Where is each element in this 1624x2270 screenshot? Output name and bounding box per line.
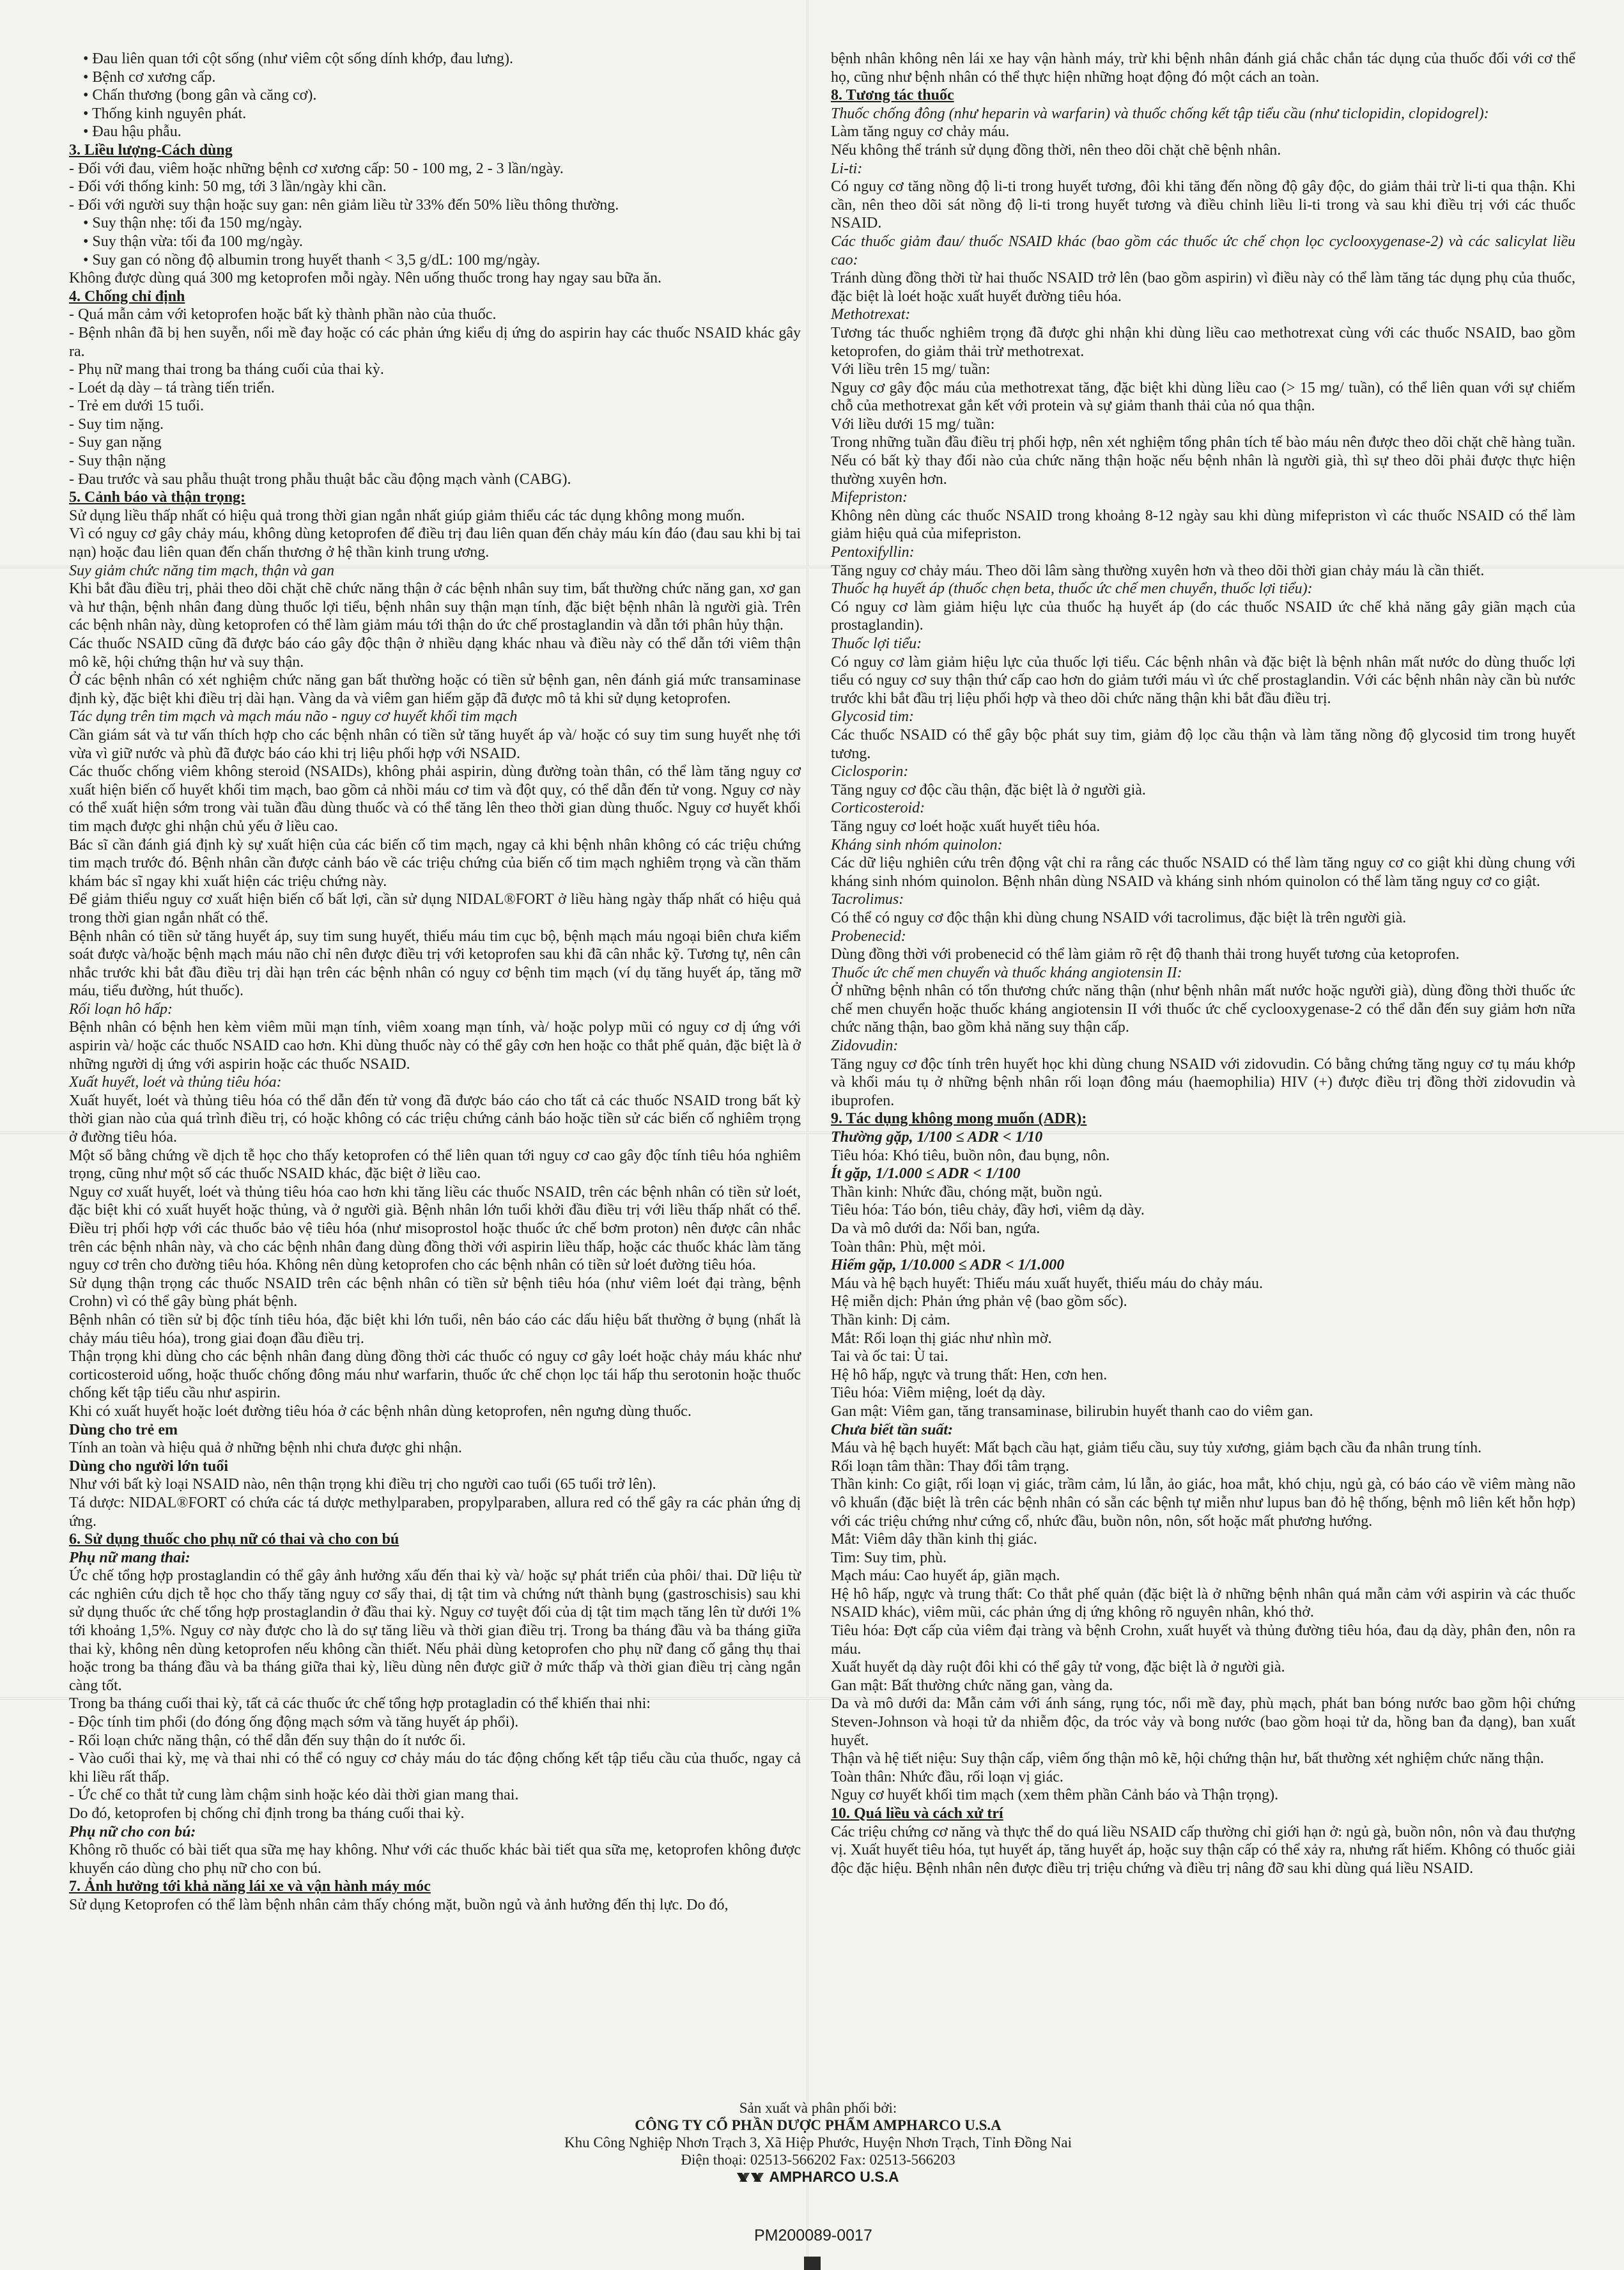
subheading: Zidovudin:: [831, 1038, 899, 1055]
paragraph: Với liều dưới 15 mg/ tuần:: [831, 416, 995, 433]
paragraph: - Loét dạ dày – tá tràng tiến triển.: [69, 379, 275, 396]
paragraph: Tiêu hóa: Đợt cấp của viêm đại tràng và bệnh Crohn, xuất huyết và thủng đường tiêu hóa, đau dạ dày, phân đen, nôn ra máu.: [831, 1622, 1575, 1658]
subheading: Tacrolimus:: [831, 891, 904, 908]
brand-mark: [737, 2168, 899, 2186]
subheading: Li-ti:: [831, 160, 863, 177]
paragraph: Hệ hô hấp, ngực và trung thất: Co thắt phế quản (đặc biệt là ở những bệnh nhân quá mẫn cảm với aspirin và các thuốc NSAID khác), viêm mũi, các phản ứng dị ứng không rõ nguyên nhân, khó thở.: [831, 1585, 1575, 1621]
paragraph: - Quá mẫn cảm với ketoprofen hoặc bất kỳ thành phần nào của thuốc.: [69, 306, 497, 323]
paragraph: Do đó, ketoprofen bị chống chỉ định trong ba tháng cuối thai kỳ.: [69, 1805, 465, 1822]
paragraph: Trong ba tháng cuối thai kỳ, tất cả các thuốc ức chế tổng hợp protagladin có thể khiến thai nhi:: [69, 1695, 651, 1713]
paragraph: Thần kinh: Nhức đầu, chóng mặt, buồn ngủ.: [831, 1183, 1102, 1201]
paragraph: • Đau hậu phẫu.: [83, 123, 182, 141]
paragraph: Thận và hệ tiết niệu: Suy thận cấp, viêm ống thận mô kẽ, hội chứng thận hư, bất thường xét nghiệm chức năng thận.: [831, 1750, 1544, 1768]
paragraph: • Đau liên quan tới cột sống (như viêm cột sống dính khớp, đau lưng).: [83, 51, 514, 67]
paragraph: Gan mật: Bất thường chức năng gan, vàng da.: [831, 1677, 1113, 1694]
paragraph: Tăng nguy cơ chảy máu. Theo dõi lâm sàng thường xuyên hơn và theo dõi thời gian chảy máu là cần thiết.: [831, 562, 1485, 579]
subheading: Xuất huyết, loét và thủng tiêu hóa:: [69, 1074, 282, 1091]
paragraph: • Suy gan có nồng độ albumin trong huyết thanh < 3,5 g/dL: 100 mg/ngày.: [83, 251, 540, 268]
paragraph: Bệnh nhân có bệnh hen kèm viêm mũi mạn tính, viêm xoang mạn tính, và/ hoặc polyp mũi có nguy cơ dị ứng với aspirin và/ hoặc các thuốc NSAID cao hơn. Khi dùng thuốc này có thể gây cơn hen hoặc co thắt phế quản, đặc biệt là ở những người dị ứng với aspirin hoặc các thuốc NSAID.: [69, 1019, 801, 1073]
paragraph: Mắt: Viêm dây thần kinh thị giác.: [831, 1531, 1037, 1548]
paragraph: Bệnh nhân có tiền sử tăng huyết áp, suy tim sung huyết, thiếu máu tim cục bộ, bệnh mạch máu ngoại biên chưa kiểm soát được và/hoặc bệnh mạch máu não chỉ nên được điều trị với ketoprofen sau khi đã cân nhắc kỹ. Tương tự, nên cân nhắc trước khi bắt đầu điều trị dài hạn trên các bệnh nhân có nguy cơ bệnh tim mạch (ví dụ tăng huyết áp, tăng mỡ máu, tiểu đường, hút thuốc).: [69, 928, 801, 1000]
paragraph: Da và mô dưới da: Mẫn cảm với ánh sáng, rụng tóc, nổi mề đay, phù mạch, phát ban bóng nước bao gồm hội chứng Steven-Johnson và hoại tử da nhiễm độc, da tróc vảy và bong nước (bao gồm hoại tử da, hồng ban đa dạng), ban xuất huyết.: [831, 1695, 1575, 1749]
subheading: Chưa biết tần suất:: [831, 1421, 954, 1438]
subheading: Thuốc hạ huyết áp (thuốc chẹn beta, thuốc ức chế men chuyển, thuốc lợi tiểu):: [831, 580, 1313, 598]
corner-mark: [804, 2257, 821, 2270]
paragraph: Thần kinh: Co giật, rối loạn vị giác, trầm cảm, lú lẫn, ảo giác, hoa mắt, khó chịu, ngủ gà, có báo cáo về viêm màng não vô khuẩn (đặc biệt là trên các bệnh nhân có sẵn các bệnh tự miễn như lupus ban đỏ hệ thống, bệnh mô liên kết hỗn hợp) với các triệu chứng như cứng cổ, nhức đầu, buồn nôn, nôn, sốt hoặc mất phương hướng.: [831, 1476, 1575, 1530]
section-heading: 6. Sử dụng thuốc cho phụ nữ có thai và cho con bú: [69, 1531, 399, 1548]
paragraph: Ở những bệnh nhân có tổn thương chức năng thận (như bệnh nhân mất nước hoặc người già), dùng đồng thời thuốc ức chế men chuyển hoặc thuốc kháng angiotensin II với thuốc ức chế cyclooxygenase-2 có thể dẫn đến suy giảm hơn nữa chức năng thận, bao gồm khả năng suy thận cấp.: [831, 983, 1575, 1036]
paragraph: Bác sĩ cần đánh giá định kỳ sự xuất hiện của các biến cố tim mạch, ngay cả khi bệnh nhân không có các triệu chứng tim mạch trước đó. Bệnh nhân cần được cảnh báo về các triệu chứng của biến cố tim mạch nghiêm trọng và cần thăm khám bác sĩ ngay khi xuất hiện các triệu chứng này.: [69, 836, 801, 890]
brand-name: AMPHARCO U.S.A: [769, 2168, 899, 2185]
paragraph: Ức chế tổng hợp prostaglandin có thể gây ảnh hưởng xấu đến thai kỳ và/ hoặc sự phát triển của phôi/ thai. Dữ liệu từ các nghiên cứu dịch tễ học cho thấy tăng nguy cơ sẩy thai, dị tật tim và chứng nứt thành bụng (gastroschisis) sau khi sử dụng thuốc ức chế tổng hợp prostaglandin ở đầu thai kỳ. Nguy cơ tuyệt đối của dị tật tim mạch tăng lên từ dưới 1% tới khoảng 1,5%. Nguy cơ này được cho là do sự tăng liều và thời gian điều trị. Trong ba tháng đầu và ba tháng giữa thai kỳ, không nên dùng ketoprofen nếu không cần thiết. Nếu phải dùng ketoprofen cho phụ nữ đang cố gắng thụ thai hoặc trong ba tháng đầu và ba tháng giữa thai kỳ, liều dùng nên được giữ ở mức thấp và thời gian điều trị càng ngắn càng tốt.: [69, 1567, 801, 1694]
paragraph: Toàn thân: Nhức đầu, rối loạn vị giác.: [831, 1768, 1063, 1785]
subheading: Ít gặp, 1/1.000 ≤ ADR < 1/100: [831, 1165, 1021, 1183]
paragraph: - Suy tim nặng.: [69, 416, 164, 433]
paragraph: Các thuốc NSAID cũng đã được báo cáo gây độc thận ở nhiều dạng khác nhau và điều này có thể dẫn tới viêm thận mô kẽ, hội chứng thận hư và suy thận.: [69, 635, 801, 671]
paragraph: • Thống kinh nguyên phát.: [83, 105, 247, 122]
paragraph: - Đối với người suy thận hoặc suy gan: nên giảm liều từ 33% đến 50% liều thông thường.: [69, 196, 619, 214]
paragraph: - Bệnh nhân đã bị hen suyễn, nổi mề đay hoặc có các phản ứng kiểu dị ứng do aspirin hay các thuốc NSAID khác gây ra.: [69, 324, 801, 360]
paragraph: - Đối với thống kinh: 50 mg, tới 3 lần/ngày khi cần.: [69, 178, 387, 196]
paragraph: Hệ miễn dịch: Phản ứng phản vệ (bao gồm sốc).: [831, 1293, 1127, 1310]
paragraph: - Ức chế co thắt tử cung làm chậm sinh hoặc kéo dài thời gian mang thai.: [69, 1787, 519, 1804]
company-phone: Điện thoại: 02513-566202 Fax: 02513-566203: [681, 2152, 955, 2168]
paragraph: Có nguy cơ tăng nồng độ li-ti trong huyết tương, đôi khi tăng đến nồng độ gây độc, do giảm thải trừ li-ti qua thận. Khi cần, nên theo dõi sát nồng độ li-ti trong huyết tương và điều chỉnh liều li-ti trong và sau khi điều trị với các thuốc NSAID.: [831, 178, 1575, 232]
paragraph: Có thể có nguy cơ độc thận khi dùng chung NSAID với tacrolimus, đặc biệt là trên người già.: [831, 909, 1407, 926]
paragraph: Rối loạn tâm thần: Thay đổi tâm trạng.: [831, 1458, 1069, 1475]
subheading: Rối loạn hô hấp:: [69, 1000, 173, 1018]
paragraph: Gan mật: Viêm gan, tăng transaminase, bilirubin huyết thanh cao do viêm gan.: [831, 1403, 1313, 1420]
subheading: Ciclosporin:: [831, 763, 909, 781]
subheading: Pentoxifyllin:: [831, 544, 915, 561]
paragraph: - Suy gan nặng: [69, 434, 162, 451]
subheading: Các thuốc giảm đau/ thuốc NSAID khác (bao gồm các thuốc ức chế chọn lọc cyclooxygenase-2) và các salicylat liều cao:: [831, 233, 1575, 268]
subheading: Thuốc ức chế men chuyển và thuốc kháng angiotensin II:: [831, 964, 1182, 981]
ampharco-logo-icon: [737, 2172, 764, 2183]
paragraph: Mắt: Rối loạn thị giác như nhìn mờ.: [831, 1330, 1052, 1347]
paragraph: Để giảm thiểu nguy cơ xuất hiện biến cố bất lợi, cần sử dụng NIDAL®FORT ở liều hàng ngày thấp nhất có hiệu quả trong thời gian ngắn nhất có thể.: [69, 891, 801, 926]
paragraph: Các triệu chứng cơ năng và thực thể do quá liều NSAID cấp thường chỉ giới hạn ở: ngủ gà, buồn nôn, nôn và đau thượng vị. Xuất huyết tiêu hóa, tụt huyết áp, tăng huyết áp, hoặc suy thận cấp có thể xảy ra, nhưng rất hiếm. Không có thuốc giải độc đặc hiệu. Bệnh nhân nên được điều trị triệu chứng và điều trị nâng đỡ sau khi dùng quá liều NSAID.: [831, 1823, 1575, 1877]
subheading: Mifepriston:: [831, 489, 908, 506]
paragraph: - Độc tính tim phổi (do đóng ống động mạch sớm và tăng huyết áp phổi).: [69, 1714, 519, 1731]
paragraph: Nếu không thể tránh sử dụng đồng thời, nên theo dõi chặt chẽ bệnh nhân.: [831, 141, 1281, 159]
paragraph: Xuất huyết dạ dày ruột đôi khi có thể gây tử vong, đặc biệt là ở người già.: [831, 1659, 1285, 1676]
paragraph: Như với bất kỳ loại NSAID nào, nên thận trọng khi điều trị cho người cao tuổi (65 tuổi trở lên).: [69, 1476, 656, 1493]
paragraph: Khi bắt đầu điều trị, phải theo dõi chặt chẽ chức năng thận ở các bệnh nhân suy tim, bất thường chức năng gan, xơ gan và hư thận, bệnh nhân đang dùng thuốc lợi tiểu, bệnh nhân suy thận mạn tính, đặc biệt bệnh nhân là người già. Trên các bệnh nhân này, dùng ketoprofen có thể làm giảm máu tới thận do ức chế prostaglandin và dẫn tới phân hủy thận.: [69, 580, 801, 634]
paragraph: Tính an toàn và hiệu quả ở những bệnh nhi chưa được ghi nhận.: [69, 1440, 462, 1457]
paragraph: Có nguy cơ làm giảm hiệu lực của thuốc lợi tiểu. Các bệnh nhân và đặc biệt là bệnh nhân mất nước do dùng thuốc lợi tiểu có nguy cơ suy thận thứ cấp cao hơn do giảm tưới máu vì ức chế prostaglandin. Với các bệnh nhân này cần bù nước trước khi bắt đầu trị liệu phối hợp và theo dõi chức năng thận khi bắt đầu điều trị.: [831, 653, 1575, 707]
subheading: Hiếm gặp, 1/10.000 ≤ ADR < 1/1.000: [831, 1257, 1065, 1274]
section-heading: 3. Liều lượng-Cách dùng: [69, 141, 233, 159]
paragraph: Khi có xuất huyết hoặc loét đường tiêu hóa ở các bệnh nhân dùng ketoprofen, nên ngưng dùng thuốc.: [69, 1403, 692, 1420]
left-text-column: [69, 50, 801, 1915]
paragraph: Tiêu hóa: Viêm miệng, loét dạ dày.: [831, 1385, 1046, 1402]
paragraph: Một số bằng chứng về dịch tễ học cho thấy ketoprofen có thể liên quan tới nguy cơ cao gây độc tính tiêu hóa nghiêm trọng, cũng như một số các thuốc NSAID khác, đặc biệt ở liều cao.: [69, 1147, 801, 1183]
paragraph: Máu và hệ bạch huyết: Mất bạch cầu hạt, giảm tiểu cầu, suy tủy xương, giảm bạch cầu đa nhân trung tính.: [831, 1440, 1482, 1457]
subheading: Phụ nữ mang thai:: [69, 1549, 190, 1566]
paragraph: - Suy thận nặng: [69, 453, 166, 470]
subheading: Methotrexat:: [831, 306, 911, 323]
company-name: CÔNG TY CỔ PHẦN DƯỢC PHẨM AMPHARCO U.S.A: [635, 2117, 1001, 2133]
paragraph: Tránh dùng đồng thời từ hai thuốc NSAID trở lên (bao gồm aspirin) vì điều này có thể làm tăng tác dụng phụ của thuốc, đặc biệt là loét hoặc xuất huyết đường tiêu hóa.: [831, 270, 1575, 305]
paragraph: Tăng nguy cơ loét hoặc xuất huyết tiêu hóa.: [831, 818, 1101, 835]
paragraph: bệnh nhân không nên lái xe hay vận hành máy, trừ khi bệnh nhân đánh giá chắc chắn tác dụng của thuốc đối với cơ thể họ, cũng như bệnh nhân có thể thực hiện những hoạt động đó một cách an toàn.: [831, 51, 1575, 86]
manufacturer-footer: [486, 2099, 1150, 2187]
paragraph: - Đối với đau, viêm hoặc những bệnh cơ xương cấp: 50 - 100 mg, 2 - 3 lần/ngày.: [69, 160, 564, 177]
paragraph: Dùng đồng thời với probenecid có thể làm giảm rõ rệt độ thanh thải trong huyết tương của ketoprofen.: [831, 946, 1460, 963]
paragraph: Tiêu hóa: Táo bón, tiêu chảy, đầy hơi, viêm dạ dày.: [831, 1202, 1145, 1219]
company-address: Khu Công Nghiệp Nhơn Trạch 3, Xã Hiệp Phước, Huyện Nhơn Trạch, Tỉnh Đồng Nai: [564, 2134, 1072, 2150]
paragraph: Da và mô dưới da: Nổi ban, ngứa.: [831, 1220, 1040, 1237]
subheading: Suy giảm chức năng tim mạch, thận và gan: [69, 562, 335, 579]
section-heading: 8. Tương tác thuốc: [831, 87, 954, 104]
paragraph: • Chấn thương (bong gân và căng cơ).: [83, 87, 317, 104]
subheading: Thuốc lợi tiểu:: [831, 635, 922, 652]
section-heading: 7. Ảnh hưởng tới khả năng lái xe và vận hành máy móc: [69, 1878, 431, 1895]
paragraph: Tiêu hóa: Khó tiêu, buồn nôn, đau bụng, nôn.: [831, 1147, 1110, 1164]
paragraph: Không rõ thuốc có bài tiết qua sữa mẹ hay không. Như với các thuốc khác bài tiết qua sữa mẹ, ketoprofen không được khuyến cáo dùng cho phụ nữ cho con bú.: [69, 1842, 801, 1877]
paragraph: Tăng nguy cơ độc cầu thận, đặc biệt là ở người già.: [831, 781, 1146, 798]
paragraph: Vì có nguy cơ gây chảy máu, không dùng ketoprofen để điều trị đau liên quan đến chảy máu kín đáo (đau sau khi bị tai nạn) hoặc đau liên quan đến chấn thương ở hệ thần kinh trung ương.: [69, 525, 801, 561]
subheading: Thuốc chống đông (như heparin và warfarin) và thuốc chống kết tập tiểu cầu (như ticlopidin, clopidogrel):: [831, 105, 1489, 122]
section-heading: 4. Chống chỉ định: [69, 288, 185, 305]
paragraph: Nguy cơ xuất huyết, loét và thủng tiêu hóa cao hơn khi tăng liều các thuốc NSAID, trên các bệnh nhân có tiền sử loét, đặc biệt khi có xuất huyết hoặc thủng, và ở người già. Bệnh nhân lớn tuổi khởi đầu điều trị với liều thấp nhất có thể. Điều trị phối hợp với các thuốc bảo vệ tiêu hóa (như misoprostol hoặc thuốc ức chế bơm proton) nên được cân nhắc trên các bệnh nhân này, và cho các bệnh nhân đang dùng đồng thời với aspirin liều thấp, hoặc các thuốc khác làm tăng nguy cơ trên cho đường tiêu hóa. Không nên dùng ketoprofen cho các bệnh nhân có tiền sử loét đường tiêu hóa.: [69, 1183, 801, 1274]
paragraph: Làm tăng nguy cơ chảy máu.: [831, 123, 1010, 141]
subheading: Phụ nữ cho con bú:: [69, 1823, 196, 1840]
paragraph: Tăng nguy cơ độc tính trên huyết học khi dùng chung NSAID với zidovudin. Có bằng chứng tăng nguy cơ tụ máu khớp và khối máu tụ ở những bệnh nhân rối loạn đông máu (haemophilia) HIV (+) được điều trị đồng thời zidovudin và ibuprofen.: [831, 1055, 1575, 1109]
paragraph: Không được dùng quá 300 mg ketoprofen mỗi ngày. Nên uống thuốc trong hay ngay sau bữa ăn.: [69, 270, 661, 287]
subheading: Tác dụng trên tim mạch và mạch máu não - nguy cơ huyết khối tim mạch: [69, 708, 518, 726]
paragraph: Với liều trên 15 mg/ tuần:: [831, 361, 991, 378]
paragraph: Mạch máu: Cao huyết áp, giãn mạch.: [831, 1567, 1060, 1585]
paragraph: Tá dược: NIDAL®FORT có chứa các tá dược methylparaben, propylparaben, allura red có thể gây ra các phản ứng dị ứng.: [69, 1494, 801, 1530]
subheading: Thường gặp, 1/100 ≤ ADR < 1/10: [831, 1129, 1043, 1146]
subheading: Dùng cho người lớn tuổi: [69, 1458, 229, 1475]
paragraph: Không nên dùng các thuốc NSAID trong khoảng 8-12 ngày sau khi dùng mifepriston vì các thuốc NSAID có thể làm giảm hiệu quả của mifepriston.: [831, 507, 1575, 543]
produced-by-label: Sản xuất và phân phối bởi:: [739, 2100, 897, 2116]
right-text-column: [831, 50, 1575, 1877]
paragraph: Thận trọng khi dùng cho các bệnh nhân đang dùng đồng thời các thuốc có nguy cơ gây loét hoặc chảy máu khác như corticosteroid uống, hoặc thuốc chống đông máu như warfarin, thuốc ức chế chọn lọc tái hấp thu serotonin hoặc thuốc chống kết tập tiểu cầu như aspirin.: [69, 1348, 801, 1402]
subheading: Kháng sinh nhóm quinolon:: [831, 836, 1003, 853]
subheading: Glycosid tim:: [831, 708, 914, 726]
paragraph: Các thuốc NSAID có thể gây bộc phát suy tim, giảm độ lọc cầu thận và làm tăng nồng độ glycosid tim trong huyết tương.: [831, 726, 1575, 762]
paragraph: • Suy thận nhẹ: tối đa 150 mg/ngày.: [83, 215, 302, 232]
paragraph: Cần giám sát và tư vấn thích hợp cho các bệnh nhân có tiền sử tăng huyết áp và/ hoặc có suy tim sung huyết nhẹ tới vừa vì giữ nước và phù đã được báo cáo khi trị liệu phối hợp với NSAID.: [69, 726, 801, 762]
paragraph: Nguy cơ gây độc máu của methotrexat tăng, đặc biệt khi dùng liều cao (> 15 mg/ tuần), có thể liên quan với sự chiếm chỗ của methotrexat gắn kết với protein và sự giảm thanh thải của nó qua thận.: [831, 379, 1575, 415]
paragraph: • Bệnh cơ xương cấp.: [83, 68, 216, 86]
subheading: Corticosteroid:: [831, 800, 925, 817]
paragraph: Tương tác thuốc nghiêm trọng đã được ghi nhận khi dùng liều cao methotrexat cùng với các thuốc NSAID, bao gồm ketoprofen, do giảm thải trừ methotrexat.: [831, 324, 1575, 360]
paragraph: Bệnh nhân có tiền sử bị độc tính tiêu hóa, đặc biệt khi lớn tuổi, nên báo cáo các dấu hiệu bất thường ở bụng (nhất là chảy máu tiêu hóa), trong giai đoạn đầu điều trị.: [69, 1311, 801, 1347]
paragraph: - Phụ nữ mang thai trong ba tháng cuối của thai kỳ.: [69, 361, 384, 378]
paragraph: Ở các bệnh nhân có xét nghiệm chức năng gan bất thường hoặc có tiền sử bệnh gan, nên đánh giá mức transaminase định kỳ, đặc biệt khi điều trị dài hạn. Vàng da và viêm gan hiếm gặp đã được mô tả khi sử dụng ketoprofen.: [69, 672, 801, 707]
paragraph: Có nguy cơ làm giảm hiệu lực của thuốc hạ huyết áp (do các thuốc NSAID ức chế khả năng gây giãn mạch của prostaglandin).: [831, 598, 1575, 634]
paragraph: Máu và hệ bạch huyết: Thiếu máu xuất huyết, thiếu máu do chảy máu.: [831, 1275, 1264, 1292]
section-heading: 5. Cảnh báo và thận trọng:: [69, 489, 246, 506]
paragraph: Sử dụng liều thấp nhất có hiệu quả trong thời gian ngắn nhất giúp giảm thiểu các tác dụng không mong muốn.: [69, 507, 745, 524]
fold-line-vertical: [807, 0, 808, 2270]
paragraph: Thần kinh: Dị cảm.: [831, 1311, 950, 1328]
subheading: Dùng cho trẻ em: [69, 1421, 178, 1438]
paragraph: Nguy cơ huyết khối tim mạch (xem thêm phần Cảnh báo và Thận trọng).: [831, 1787, 1279, 1804]
section-heading: 10. Quá liều và cách xử trí: [831, 1805, 1003, 1822]
section-heading: 9. Tác dụng không mong muốn (ADR):: [831, 1110, 1087, 1128]
paragraph: Sử dụng Ketoprofen có thể làm bệnh nhân cảm thấy chóng mặt, buồn ngủ và ảnh hưởng đến thị lực. Do đó,: [69, 1896, 729, 1913]
paragraph: - Rối loạn chức năng thận, có thể dẫn đến suy thận do ít nước ối.: [69, 1732, 466, 1749]
paragraph: - Trẻ em dưới 15 tuổi.: [69, 398, 205, 415]
paragraph: Trong những tuần đầu điều trị phối hợp, nên xét nghiệm tổng phân tích tế bào máu nên được theo dõi chặt chẽ hàng tuần. Nếu có bất kỳ thay đổi nào của chức năng thận hoặc nếu bệnh nhân là người già, thì sự theo dõi phải được thực hiện thường xuyên hơn.: [831, 434, 1575, 488]
paragraph: Xuất huyết, loét và thủng tiêu hóa có thể dẫn đến tử vong đã được báo cáo cho tất cả các thuốc NSAID trong bất kỳ thời gian nào của quá trình điều trị, có hoặc không có các triệu chứng cảnh báo hoặc tiền sử các biến cố nghiêm trọng ở đường tiêu hóa.: [69, 1092, 801, 1146]
paragraph: Sử dụng thận trọng các thuốc NSAID trên các bệnh nhân có tiền sử bệnh tiêu hóa (như viêm loét đại tràng, bệnh Crohn) vì có thể gây bùng phát bệnh.: [69, 1275, 801, 1310]
paragraph: Hệ hô hấp, ngực và trung thất: Hen, cơn hen.: [831, 1366, 1108, 1383]
document-code: PM200089-0017: [754, 2227, 872, 2244]
paragraph: - Vào cuối thai kỳ, mẹ và thai nhi có thể có nguy cơ chảy máu do tác động chống kết tập tiểu cầu của thuốc, ngay cả khi liều rất thấp.: [69, 1750, 801, 1785]
paragraph: Các thuốc chống viêm không steroid (NSAIDs), không phải aspirin, dùng đường toàn thân, có thể làm tăng nguy cơ xuất hiện biến cố huyết khối tim mạch, bao gồm cả nhồi máu cơ tim và đột quỵ, có thể dẫn đến tử vong. Nguy cơ này có thể xuất hiện sớm trong vài tuần đầu dùng thuốc và có thể tăng lên theo thời gian dùng thuốc. Nguy cơ huyết khối tim mạch được ghi nhận chủ yếu ở liều cao.: [69, 763, 801, 835]
paragraph: Tai và ốc tai: Ù tai.: [831, 1348, 948, 1365]
paragraph: Các dữ liệu nghiên cứu trên động vật chỉ ra rằng các thuốc NSAID có thể làm tăng nguy cơ co giật khi dùng chung với kháng sinh nhóm quinolon. Bệnh nhân dùng NSAID và kháng sinh nhóm quinolon có thể làm tăng nguy cơ co giật.: [831, 855, 1575, 890]
paragraph: Tim: Suy tim, phù.: [831, 1549, 947, 1566]
paragraph: - Đau trước và sau phẫu thuật trong phẫu thuật bắc cầu động mạch vành (CABG).: [69, 470, 571, 488]
subheading: Probenecid:: [831, 928, 906, 945]
paragraph: Toàn thân: Phù, mệt mỏi.: [831, 1238, 986, 1255]
paragraph: • Suy thận vừa: tối đa 100 mg/ngày.: [83, 233, 303, 250]
